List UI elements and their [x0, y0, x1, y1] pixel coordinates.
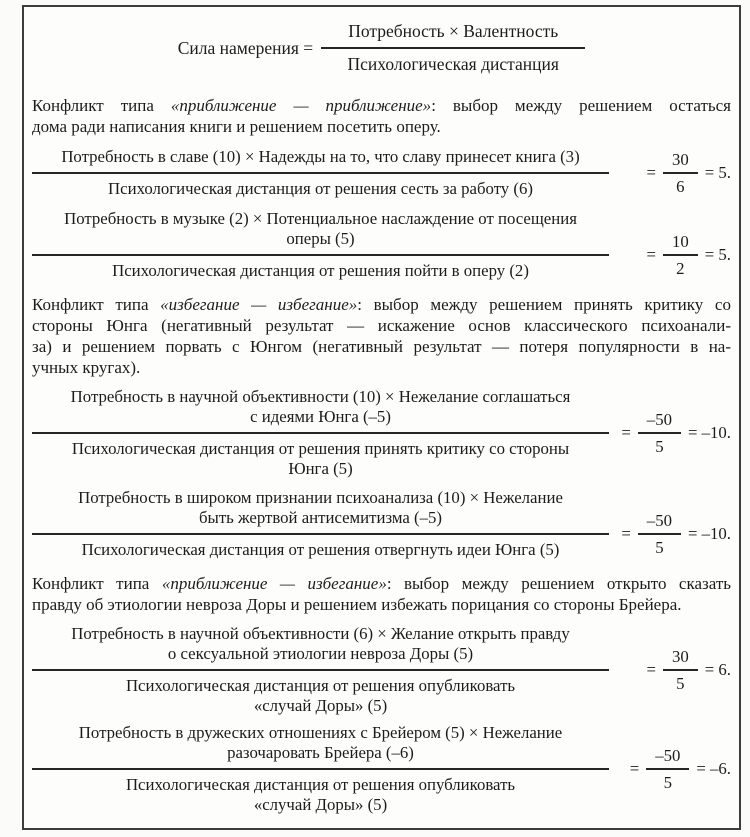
- numeric-denominator: 5: [655, 538, 664, 557]
- example-calculation: [619, 410, 731, 456]
- numeric-numerator: –50: [646, 746, 689, 770]
- numeric-denominator: 5: [676, 674, 685, 693]
- result-value: = –10.: [687, 423, 731, 442]
- text-run: Конфликт типа: [32, 96, 171, 115]
- text-run: : выбор между решением открыто сказать: [386, 574, 732, 593]
- numeric-denominator: 2: [676, 259, 685, 278]
- denominator-line: Психологическая дистанция от решения пойти в оперу (2): [112, 261, 529, 280]
- paragraph-approach-approach: [32, 95, 731, 137]
- paragraph-line: правду об этиологии невроза Доры и решением избежать порицания со стороны Брейера.: [32, 595, 682, 614]
- fraction-denominator: [32, 671, 609, 716]
- numeric-fraction: [663, 647, 698, 693]
- fraction-numerator: [32, 387, 609, 434]
- numeric-denominator: 5: [663, 773, 672, 792]
- example-calculation: [619, 746, 731, 792]
- numerator-line: Потребность в музыке (2) × Потенциальное наслаждение от посещения: [64, 209, 577, 228]
- example-music-opera: [32, 209, 731, 281]
- numeric-numerator: –50: [638, 410, 681, 434]
- formula-denominator: Психологическая дистанция: [347, 54, 559, 74]
- conflict-type-italic: «приближение — избегание»: [161, 574, 387, 593]
- fraction-denominator: [32, 434, 609, 479]
- denominator-line: Психологическая дистанция от решения сесть за работу (6): [108, 179, 533, 198]
- result-value: = 5.: [704, 163, 731, 182]
- result-value: = –10.: [687, 524, 731, 543]
- example-truth-dora: [32, 624, 731, 716]
- numeric-fraction: [663, 232, 698, 278]
- denominator-line: Юнга (5): [288, 459, 353, 478]
- numeric-numerator: 30: [663, 647, 698, 671]
- result-value: = –6.: [696, 759, 731, 778]
- numeric-fraction: [646, 746, 689, 792]
- example-fraction: [32, 387, 609, 479]
- paragraph-line: за) и решением порвать с Юнгом (негативный результат — потеря популярности в на-: [32, 337, 731, 356]
- text-run: : выбор между решением остаться: [431, 96, 731, 115]
- equals-sign: =: [629, 759, 640, 778]
- denominator-line: «случай Доры» (5): [253, 795, 388, 814]
- text-run: Конфликт типа: [32, 574, 162, 593]
- equals-sign: =: [621, 524, 631, 543]
- equals-sign: =: [646, 245, 656, 264]
- main-formula: [32, 21, 731, 75]
- conflict-type-italic: «приближение — приближение»: [170, 96, 432, 115]
- fraction-denominator: [32, 256, 609, 281]
- fraction-denominator: [32, 535, 609, 560]
- paragraph-line: дома ради написания книги и решением посетить оперу.: [32, 117, 441, 136]
- result-value: = 5.: [704, 245, 731, 264]
- formula-lhs: Сила намерения =: [177, 37, 314, 58]
- equals-sign: =: [646, 660, 656, 679]
- numeric-fraction: [638, 511, 681, 557]
- formula-fraction: [321, 21, 585, 75]
- denominator-line: «случай Доры» (5): [253, 696, 388, 715]
- fraction-numerator: [32, 624, 609, 671]
- example-calculation: [619, 232, 731, 278]
- text-run: : выбор между решением принять критику со: [357, 295, 731, 314]
- paragraph-avoidance-avoidance: [32, 294, 731, 378]
- conflict-type-italic: «избегание — избегание»: [160, 295, 358, 314]
- result-value: = 6.: [704, 660, 731, 679]
- example-calculation: [619, 150, 731, 196]
- denominator-line: Психологическая дистанция от решения опубликовать: [125, 676, 516, 695]
- numerator-line: о сексуальной этиологии невроза Доры (5): [167, 644, 474, 663]
- paragraph-line: [32, 573, 731, 594]
- fraction-numerator: [32, 147, 609, 174]
- example-calculation: [619, 511, 731, 557]
- denominator-line: Психологическая дистанция от решения принять критику со стороны: [71, 439, 570, 458]
- fraction-numerator: [32, 209, 609, 256]
- fraction-denominator: [32, 770, 609, 815]
- numerator-line: разочаровать Брейера (–6): [227, 743, 414, 762]
- example-fraction: [32, 723, 609, 815]
- numerator-line: Потребность в широком признании психоанализа (10) × Нежелание: [78, 488, 563, 507]
- numerator-line: Потребность в славе (10) × Надежды на то, что славу принесет книга (3): [61, 147, 580, 166]
- paragraph-line: [32, 95, 731, 116]
- example-objectivity-jung: [32, 387, 731, 479]
- fraction-denominator: [32, 174, 609, 199]
- numerator-line: Потребность в научной объективности (6) × Желание открыть правду: [71, 624, 570, 643]
- numeric-numerator: 30: [663, 150, 698, 174]
- text-run: Конфликт типа: [32, 295, 161, 314]
- numeric-fraction: [638, 410, 681, 456]
- fraction-numerator: [32, 488, 609, 535]
- fraction-numerator: [32, 723, 609, 770]
- equals-sign: =: [646, 163, 656, 182]
- numerator-line: оперы (5): [286, 229, 355, 248]
- example-fraction: [32, 147, 609, 199]
- numeric-numerator: 10: [663, 232, 698, 256]
- numerator-line: Потребность в научной объективности (10) × Нежелание соглашаться: [70, 387, 571, 406]
- numeric-fraction: [663, 150, 698, 196]
- example-fraction: [32, 624, 609, 716]
- example-fame-book: [32, 147, 731, 199]
- example-fraction: [32, 209, 609, 281]
- paragraph-line: учных кругах).: [32, 358, 141, 377]
- numerator-line: с идеями Юнга (–5): [250, 407, 391, 426]
- numeric-numerator: –50: [638, 511, 681, 535]
- paragraph-line: [32, 294, 731, 315]
- equals-sign: =: [621, 423, 631, 442]
- numeric-denominator: 5: [655, 437, 664, 456]
- numerator-line: быть жертвой антисемитизма (–5): [199, 508, 442, 527]
- example-fraction: [32, 488, 609, 560]
- example-recognition-antisemitism: [32, 488, 731, 560]
- example-calculation: [619, 647, 731, 693]
- paragraph-approach-avoidance: [32, 573, 731, 615]
- example-friendship-breuer: [32, 723, 731, 815]
- formula-numerator: Потребность × Валентность: [321, 21, 585, 49]
- numeric-denominator: 6: [676, 177, 685, 196]
- denominator-line: Психологическая дистанция от решения отвергнуть идеи Юнга (5): [81, 540, 560, 559]
- denominator-line: Психологическая дистанция от решения опубликовать: [125, 775, 516, 794]
- paragraph-line: стороны Юнга (негативный результат — искажение основ классического психоанали-: [32, 316, 731, 335]
- content-box: [22, 5, 741, 830]
- numerator-line: Потребность в дружеских отношениях с Брейером (5) × Нежелание: [78, 723, 563, 742]
